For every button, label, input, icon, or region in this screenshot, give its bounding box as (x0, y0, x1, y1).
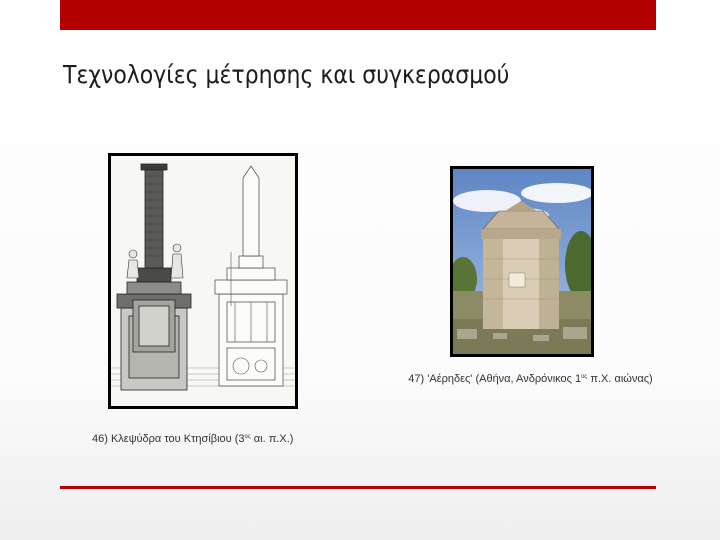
caption-text-start: 46) Κλεψύδρα του Κτησίβιου (3 (92, 433, 245, 445)
ordinal-superscript: ος (244, 434, 251, 440)
tower-of-the-winds-caption (408, 370, 653, 386)
tower-of-the-winds-photo (450, 166, 594, 357)
bottom-accent-line (60, 486, 656, 489)
clepsydra-engraving-image (108, 153, 298, 409)
ordinal-superscript: ος (581, 374, 588, 380)
top-accent-bar (60, 0, 656, 30)
caption-text-start: 47) 'Αέρηδες' (Αθήνα, Ανδρόνικος 1 (408, 373, 582, 385)
slide-title: Τεχνολογίες μέτρησης και συγκερασμού (63, 60, 510, 89)
caption-text-end: αι. π.Χ.) (250, 433, 294, 445)
caption-text-end: π.Χ. αιώνας) (587, 373, 653, 385)
clepsydra-caption (92, 430, 293, 446)
